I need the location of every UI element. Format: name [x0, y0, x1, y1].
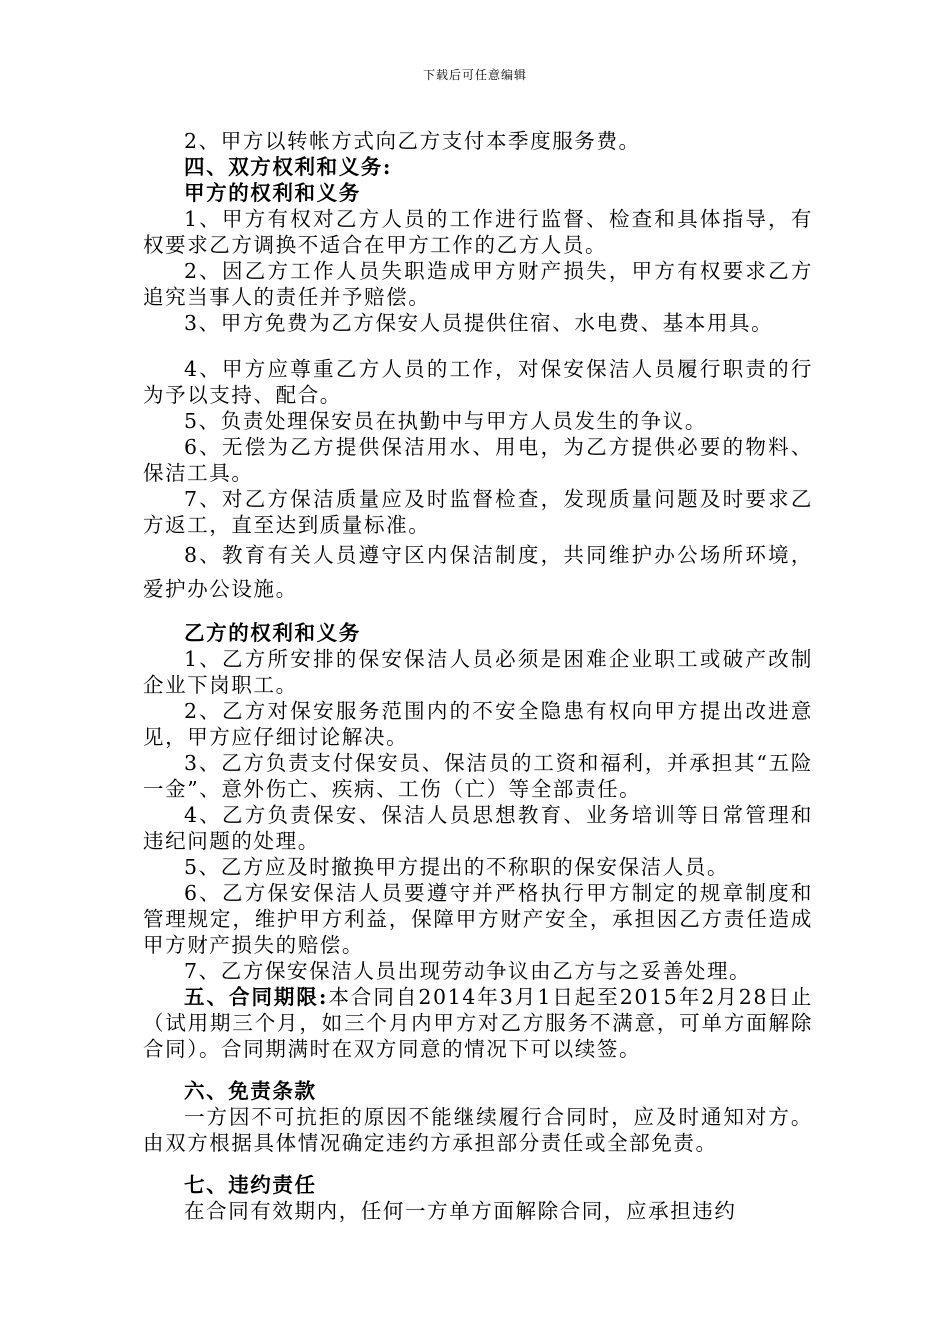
paragraph: 5、乙方应及时撤换甲方提出的不称职的保安保洁人员。 — [184, 855, 730, 879]
document-body — [143, 128, 813, 1224]
paragraph: 4、甲方应尊重乙方人员的工作，对保安保洁人员履行职责的行为予以支持、配合。 — [143, 357, 813, 407]
paragraph: 2、乙方对保安服务范围内的不安全隐患有权向甲方提出改进意见，甲方应仔细讨论解决。 — [143, 699, 813, 749]
paragraph: 8、教育有关人员遵守区内保洁制度，共同维护办公场所环境，爱护办公设施。 — [143, 543, 813, 601]
paragraph: 6、无偿为乙方提供保洁用水、用电，为乙方提供必要的物料、保洁工具。 — [143, 435, 813, 485]
paragraph: 7、乙方保安保洁人员出现劳动争议由乙方与之妥善处理。 — [184, 959, 752, 983]
section-heading: 六、免责条款 — [184, 1079, 317, 1103]
paragraph: 3、乙方负责支付保安员、保洁员的工资和福利，并承担其“五险一金”、意外伤亡、疾病、工伤（亡）等全部责任。 — [143, 751, 813, 801]
paragraph: 1、甲方有权对乙方人员的工作进行监督、检查和具体指导，有权要求乙方调换不适合在甲方工作的乙方人员。 — [143, 207, 813, 257]
contract-term-label: 五、合同期限: — [184, 985, 329, 1009]
paragraph: 5、负责处理保安员在执勤中与甲方人员发生的争议。 — [184, 409, 707, 433]
subsection-heading: 乙方的权利和义务 — [184, 621, 361, 645]
paragraph — [143, 984, 813, 1062]
page-header: 下载后可任意编辑 — [422, 68, 527, 82]
paragraph: 4、乙方负责保安、保洁人员思想教育、业务培训等日常管理和违纪问题的处理。 — [143, 803, 813, 853]
subsection-heading: 甲方的权利和义务 — [184, 181, 361, 205]
paragraph: 7、对乙方保洁质量应及时监督检查，发现质量问题及时要求乙方返工，直至达到质量标准。 — [143, 487, 813, 537]
paragraph: 一方因不可抗拒的原因不能继续履行合同时，应及时通知对方。由双方根据具体情况确定违约方承担部分责任或全部免责。 — [143, 1105, 813, 1155]
paragraph: 2、甲方以转帐方式向乙方支付本季度服务费。 — [184, 129, 641, 153]
paragraph: 在合同有效期内，任何一方单方面解除合同，应承担违约 — [184, 1199, 737, 1223]
section-heading: 七、违约责任 — [184, 1173, 317, 1197]
paragraph: 1、乙方所安排的保安保洁人员必须是困难企业职工或破产改制企业下岗职工。 — [143, 647, 813, 697]
contract-term-text: 本合同自2014年3月1日起至2015年2月28日止（试用期三个月，如三个月内甲方对乙方服务不满意，可单方面解除合同）。合同期满时在双方同意的情况下可以续签。 — [143, 985, 813, 1061]
section-heading: 四、双方权利和义务: — [184, 155, 393, 179]
paragraph: 2、因乙方工作人员失职造成甲方财产损失，甲方有权要求乙方追究当事人的责任并予赔偿。 — [143, 259, 813, 309]
paragraph: 3、甲方免费为乙方保安人员提供住宿、水电费、基本用具。 — [184, 311, 774, 335]
paragraph: 6、乙方保安保洁人员要遵守并严格执行甲方制定的规章制度和管理规定，维护甲方利益，保障甲方财产安全，承担因乙方责任造成甲方财产损失的赔偿。 — [143, 881, 813, 957]
